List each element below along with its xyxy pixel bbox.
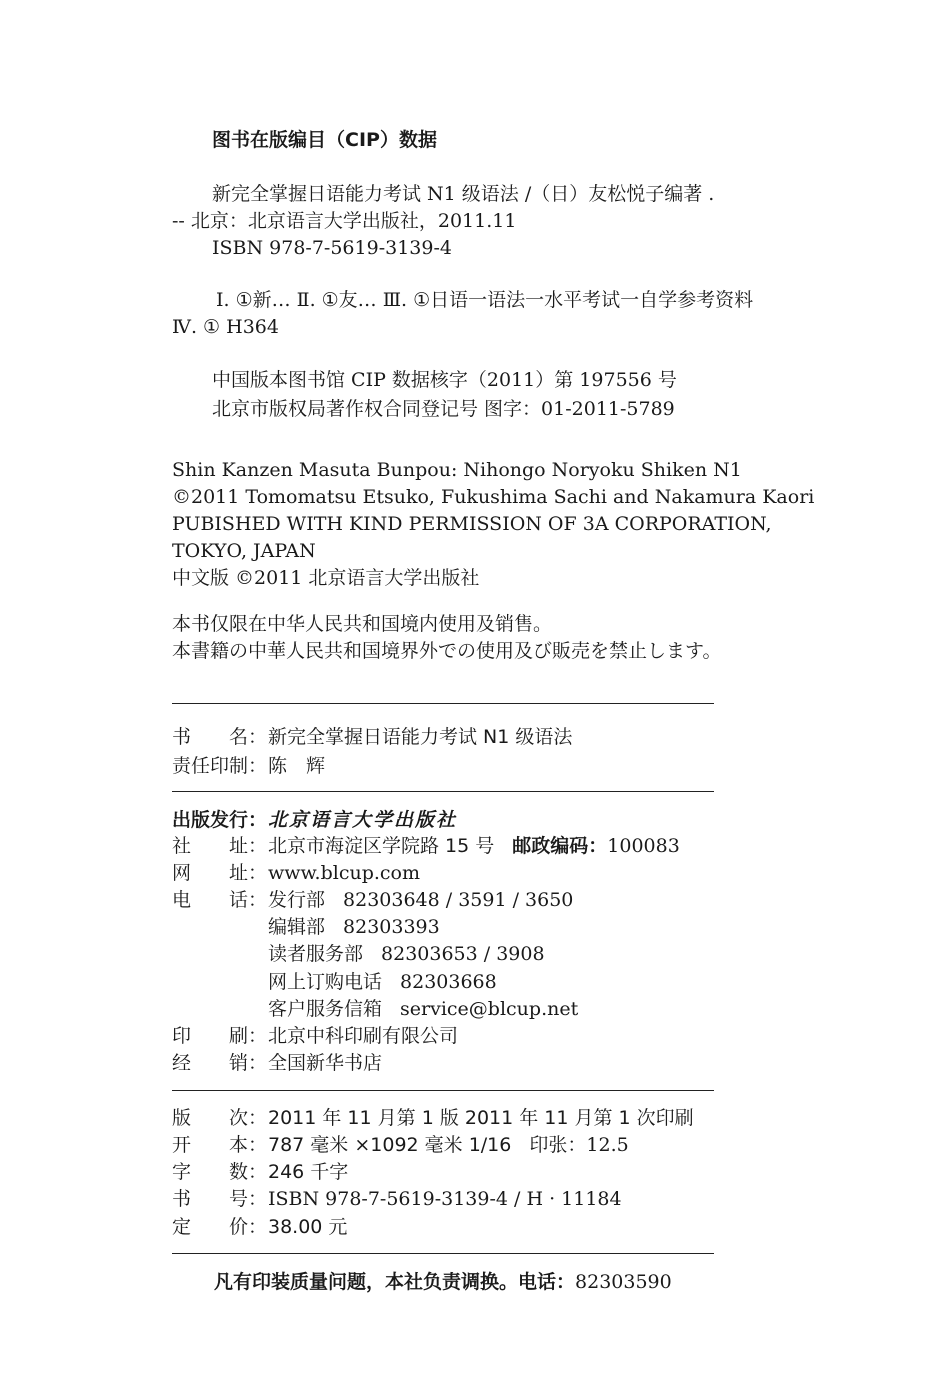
divider-2 [172,791,714,792]
printer-value: 北京中科印刷有限公司 [268,1025,459,1047]
website-label: 网 址： [172,862,268,884]
phone-dept: 网上订购电话 [268,971,383,993]
divider-4 [172,1253,714,1254]
cip-heading: 图书在版编目（CIP）数据 [212,129,437,151]
restriction-zh: 本书仅限在中华人民共和国境内使用及销售。 [172,613,553,635]
sheets-label: 印张： [529,1134,587,1156]
cip-classification-1: Ⅰ. ①新… Ⅱ. ①友… Ⅲ. ①日语一语法一水平考试一自学参考资料 [216,289,754,311]
phone-number: 82303648 / 3591 / 3650 [343,889,574,911]
printer-label: 印 刷： [172,1025,268,1047]
zip-label: 邮政编码： [512,835,608,857]
permission-line-1: PUBISHED WITH KIND PERMISSION OF 3A CORPORATION, [172,513,772,535]
website-value: www.blcup.com [268,862,420,884]
cip-line-1: 新完全掌握日语能力考试 N1 级语法 /（日）友松悦子编著 . [212,183,715,205]
quality-notice [214,1270,672,1294]
quality-notice-text: 凡有印装质量问题，本社负责调换。电话： [214,1271,576,1293]
email-value: service@blcup.net [400,998,579,1020]
chinese-edition-line: 中文版 ©2011 北京语言大学出版社 [172,567,480,589]
permission-line-2: TOKYO, JAPAN [172,540,316,562]
price-value: 38.00 元 [268,1216,348,1238]
wordcount-value: 246 千字 [268,1161,349,1183]
format-label: 开 本： [172,1134,268,1156]
original-title: Shin Kanzen Masuta Bunpou: Nihongo Noryoku Shiken N1 [172,459,742,481]
book-number-label: 书 号： [172,1188,268,1210]
phone-row-reader-service [268,942,545,966]
phone-row-online-order [268,970,497,994]
cip-line-2: -- 北京：北京语言大学出版社，2011.11 [172,210,517,232]
edition-value: 2011 年 11 月第 1 版 2011 年 11 月第 1 次印刷 [268,1107,694,1129]
address-row [268,834,680,858]
phone-number: 82303668 [400,971,497,993]
publisher-label: 出版发行： [172,809,268,831]
phone-dept: 客户服务信箱 [268,998,383,1020]
editor-value: 陈 辉 [268,755,326,777]
wordcount-label: 字 数： [172,1161,268,1183]
divider-1 [172,703,714,704]
phone-row-customer-mail [268,997,578,1021]
editor-label: 责任印制： [172,755,268,777]
edition-label: 版 次： [172,1107,268,1129]
phone-number: 82303393 [343,916,440,938]
cip-isbn: ISBN 978-7-5619-3139-4 [212,237,452,259]
quality-notice-phone: 82303590 [575,1271,672,1293]
title-label: 书 名： [172,726,268,748]
restriction-ja: 本書籍の中華人民共和国境界外での使用及び販売を禁止します。 [172,640,722,662]
phone-label: 电 话： [172,889,268,911]
publisher-logotype: 北京语言大学出版社 [268,809,458,831]
address-value: 北京市海淀区学院路 15 号 [268,835,495,857]
zip-value: 100083 [607,835,680,857]
cip-record-number: 中国版本图书馆 CIP 数据核字（2011）第 197556 号 [212,369,677,391]
format-value: 787 毫米 ×1092 毫米 1/16 [268,1134,512,1156]
sheets-value: 12.5 [586,1134,629,1156]
copyright-registration: 北京市版权局著作权合同登记号 图字：01-2011-5789 [212,398,675,420]
book-number-value: ISBN 978-7-5619-3139-4 / H · 11184 [268,1188,622,1210]
format-row [268,1133,629,1157]
cip-classification-2: Ⅳ. ① H364 [172,316,279,338]
phone-dept: 读者服务部 [268,943,364,965]
address-label: 社 址： [172,835,268,857]
phone-row-sales [268,888,573,912]
distributor-label: 经 销： [172,1052,268,1074]
phone-number: 82303653 / 3908 [381,943,545,965]
title-value: 新完全掌握日语能力考试 N1 级语法 [268,726,573,748]
phone-dept: 发行部 [268,889,326,911]
phone-dept: 编辑部 [268,916,326,938]
divider-3 [172,1090,714,1091]
price-label: 定 价： [172,1216,268,1238]
phone-row-editorial [268,915,440,939]
copyright-line: ©2011 Tomomatsu Etsuko, Fukushima Sachi and Nakamura Kaori [172,486,815,508]
distributor-value: 全国新华书店 [268,1052,383,1074]
